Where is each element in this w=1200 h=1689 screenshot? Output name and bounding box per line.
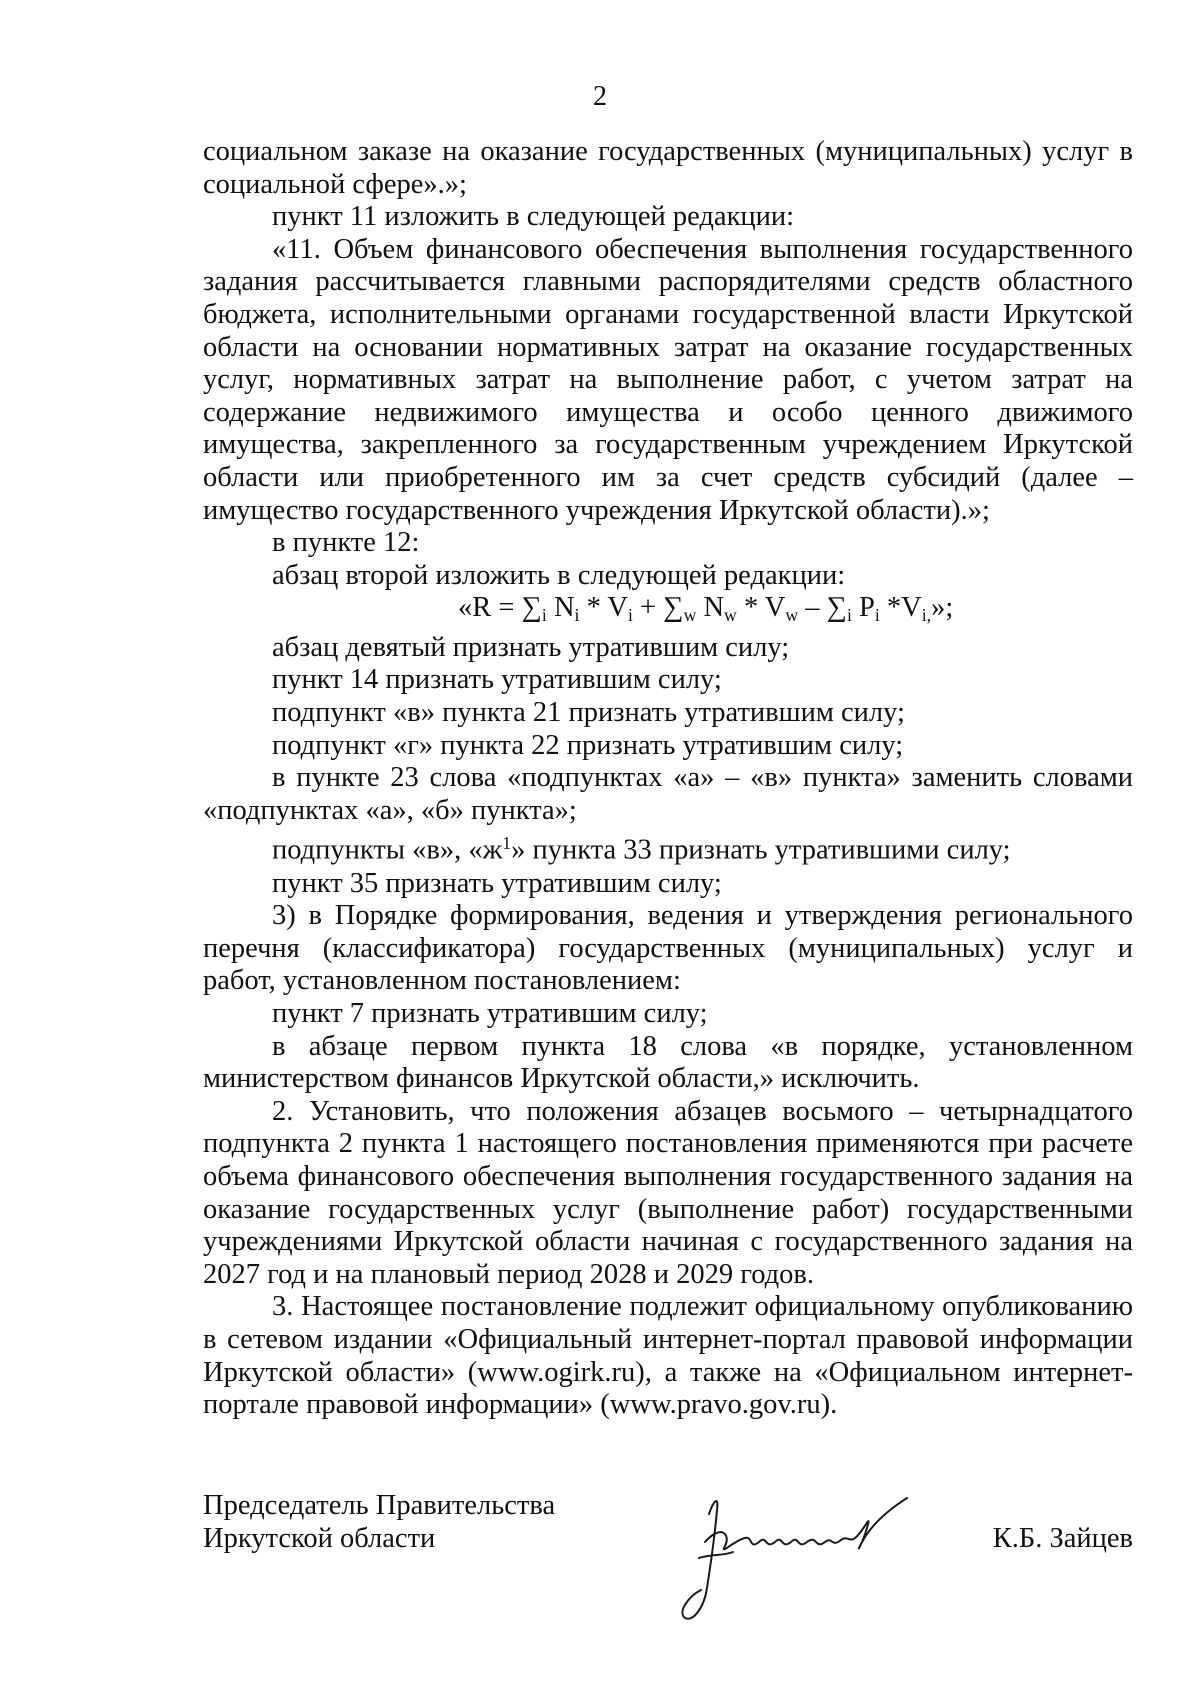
paragraph: в пункте 12: xyxy=(272,527,420,559)
signer-title-line: Иркутской области xyxy=(203,1522,436,1554)
formula-part: N xyxy=(546,592,575,624)
formula-subscript: i xyxy=(846,605,852,626)
signer-title-line: Председатель Правительства xyxy=(203,1490,556,1521)
formula-part: * V xyxy=(579,592,629,624)
formula-part: »; xyxy=(931,592,954,624)
paragraph: подпункт «в» пункта 21 признать утратившим силу; xyxy=(272,697,905,729)
page-number: 2 xyxy=(593,81,607,112)
formula-subscript: i xyxy=(574,605,580,626)
formula-part: «R = ∑ xyxy=(458,592,542,624)
signature-block xyxy=(203,1490,1133,1640)
formula-part: + ∑ xyxy=(632,592,684,624)
paragraph: социальном заказе на оказание государственных (муниципальных) услуг в социальной сфере».»; xyxy=(203,136,1133,200)
paragraph: 3. Настоящее постановление подлежит официальному опубликованию в сетевом издании «Официальный интернет-портал правовой информации Иркутской области» (www.ogirk.ru), а также на «Официальном интернет-портале правовой информации» (www.pravo.gov.ru). xyxy=(203,1291,1133,1421)
signer-name: К.Б. Зайцев xyxy=(992,1523,1133,1554)
paragraph xyxy=(203,827,1133,867)
paragraph: подпункт «г» пункта 22 признать утратившим силу; xyxy=(272,729,904,761)
formula-part: P xyxy=(851,592,875,624)
formula-subscript: i xyxy=(541,605,547,626)
formula-subscript: i xyxy=(874,605,880,626)
paragraph: пункт 14 признать утратившим силу; xyxy=(272,664,722,696)
formula-subscript: w xyxy=(683,605,697,626)
document-body xyxy=(203,136,1133,1422)
paragraph-text: » пункта 33 признать утратившими силу; xyxy=(511,835,1011,867)
formula-subscript: i xyxy=(628,605,633,626)
formula xyxy=(203,592,1133,632)
paragraph: 2. Установить, что положения абзацев восьмого – четырнадцатого подпункта 2 пункта 1 настоящего постановления применяются при расчете объема финансового обеспечения выполнения государственного задания на оказание государственных услуг (выполнение работ) государственными учреждениями Иркутской области начиная с государственного задания на 2027 год и на плановый период 2028 и 2029 годов. xyxy=(203,1095,1133,1290)
formula-subscript: w xyxy=(785,605,799,626)
paragraph: пункт 35 признать утратившим силу; xyxy=(272,867,722,899)
paragraph: абзац девятый признать утратившим силу; xyxy=(272,631,790,663)
handwritten-signature xyxy=(671,1484,933,1634)
formula-part: N xyxy=(696,592,725,624)
formula-subscript: w xyxy=(724,605,737,626)
paragraph: пункт 7 признать утратившим силу; xyxy=(272,998,708,1030)
paragraph: «11. Объем финансового обеспечения выполнения государственного задания рассчитывается главными распорядителями средств областного бюджета, исполнительными органами государственной власти Иркутской области на основании нормативных затрат на оказание государственных услуг, нормативных затрат на выполнение работ, с учетом затрат на содержание недвижимого имущества и особо ценного движимого имущества, закрепленного за государственным учреждением Иркутской области или приобретенного им за счет средств субсидий (далее – имущество государственного учреждения Иркутской области).»; xyxy=(203,233,1133,526)
formula-part: – ∑ xyxy=(798,592,847,624)
paragraph: абзац второй изложить в следующей редакции: xyxy=(272,559,846,591)
formula-subscript: i, xyxy=(921,605,932,626)
formula-part: * V xyxy=(736,592,786,624)
paragraph: в абзаце первом пункта 18 слова «в порядке, установленном министерством финансов Иркутской области,» исключить. xyxy=(203,1030,1133,1095)
paragraph: пункт 11 изложить в следующей редакции: xyxy=(272,201,795,233)
paragraph: в пункте 23 слова «подпунктах «а» – «в» пункта» заменить словами «подпунктах «а», «б» пункта»; xyxy=(203,762,1133,826)
signer-title xyxy=(203,1490,555,1555)
superscript: 1 xyxy=(502,833,512,854)
paragraph-text: подпункты «в», «ж xyxy=(272,835,503,867)
formula-part: *V xyxy=(879,592,922,624)
paragraph: 3) в Порядке формирования, ведения и утверждения регионального перечня (классификатора) государственных (муниципальных) услуг и работ, установленном постановлением: xyxy=(203,900,1133,997)
